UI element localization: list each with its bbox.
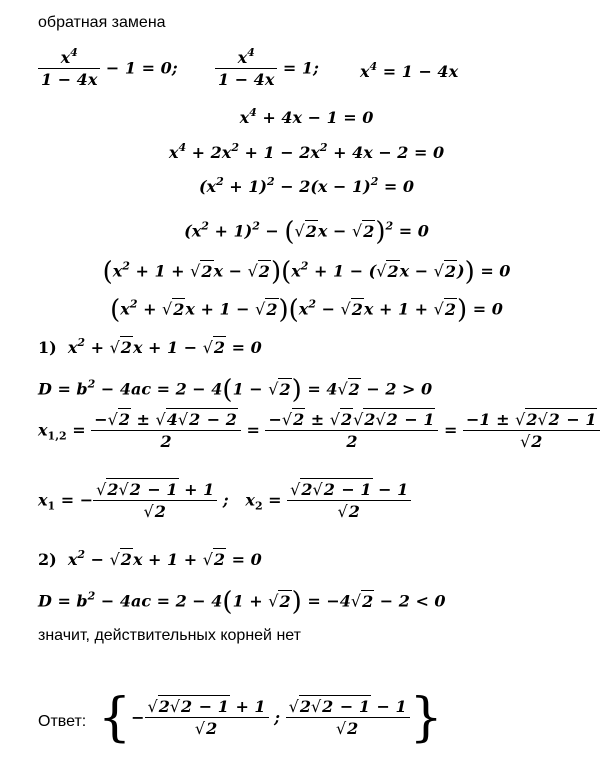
eq-squares: $(x^2 + 1)^2 - 2(x - 1)^2 = 0$	[198, 175, 415, 196]
answer-label: Ответ:	[38, 713, 87, 730]
case1-x1-x2: $x_1$ = − $\frac{√2√2 - 1 + 1}{√2}$ ; $x_2$ = $\frac{√2√2 - 1 - 1}{√2}$	[38, 482, 411, 520]
eq-factored-simple: $(x^2 + √2x + 1 - √2)(x^2 - √2x + 1 + √2) = 0$	[110, 295, 503, 325]
case1-discriminant: $D = b^2 - 4ac = 2 - 4(1 - √2) = 4√2 - 2 > 0$	[38, 375, 433, 405]
eq-substitution-3: $x^4 = 1 - 4x$	[360, 60, 459, 81]
eq-expand: $x^4 + 2x^2 + 1 - 2x^2 + 4x - 2 = 0$	[168, 141, 445, 162]
case2-discriminant: $D = b^2 - 4ac = 2 - 4(1 + √2) = -4√2 - 2 < 0$	[38, 587, 446, 617]
eq-sqrt-form: $(x^2 + 1)^2 - (√2x - √2)^2 = 0$	[184, 217, 429, 247]
eq-factored: $(x^2 + 1 + √2x - √2)(x^2 + 1 - (√2x - √2)) = 0$	[102, 257, 511, 287]
eq-substitution-1: $\frac{x^4}{1 - 4x}$ − 1 = 0;	[38, 50, 178, 88]
answer-set: {− $\frac{√2√2 - 1 + 1}{√2}$ ; $\frac{√2√2 - 1 - 1}{√2}$ }	[98, 688, 443, 748]
case2-equation: 2) $x^2 - √2x + 1 + √2 = 0$	[38, 548, 262, 569]
eq-quartic: $x^4 + 4x - 1 = 0$	[239, 106, 374, 127]
eq-substitution-2: $\frac{x^4}{1 - 4x}$ = 1;	[215, 50, 319, 88]
no-real-roots-text: значит, действительных корней нет	[38, 627, 301, 644]
heading: обратная замена	[38, 14, 166, 31]
case1-equation: 1) $x^2 + √2x + 1 - √2 = 0$	[38, 336, 262, 357]
case1-roots: $x_{1,2}$ = $\frac{-√2 \pm √4√2 - 2}{2}$ = $\frac{-√2 \pm √2√2√2 - 1}{2}$ = $\frac{-1 \pm √2√2 - 1}{√2}$	[38, 412, 600, 450]
